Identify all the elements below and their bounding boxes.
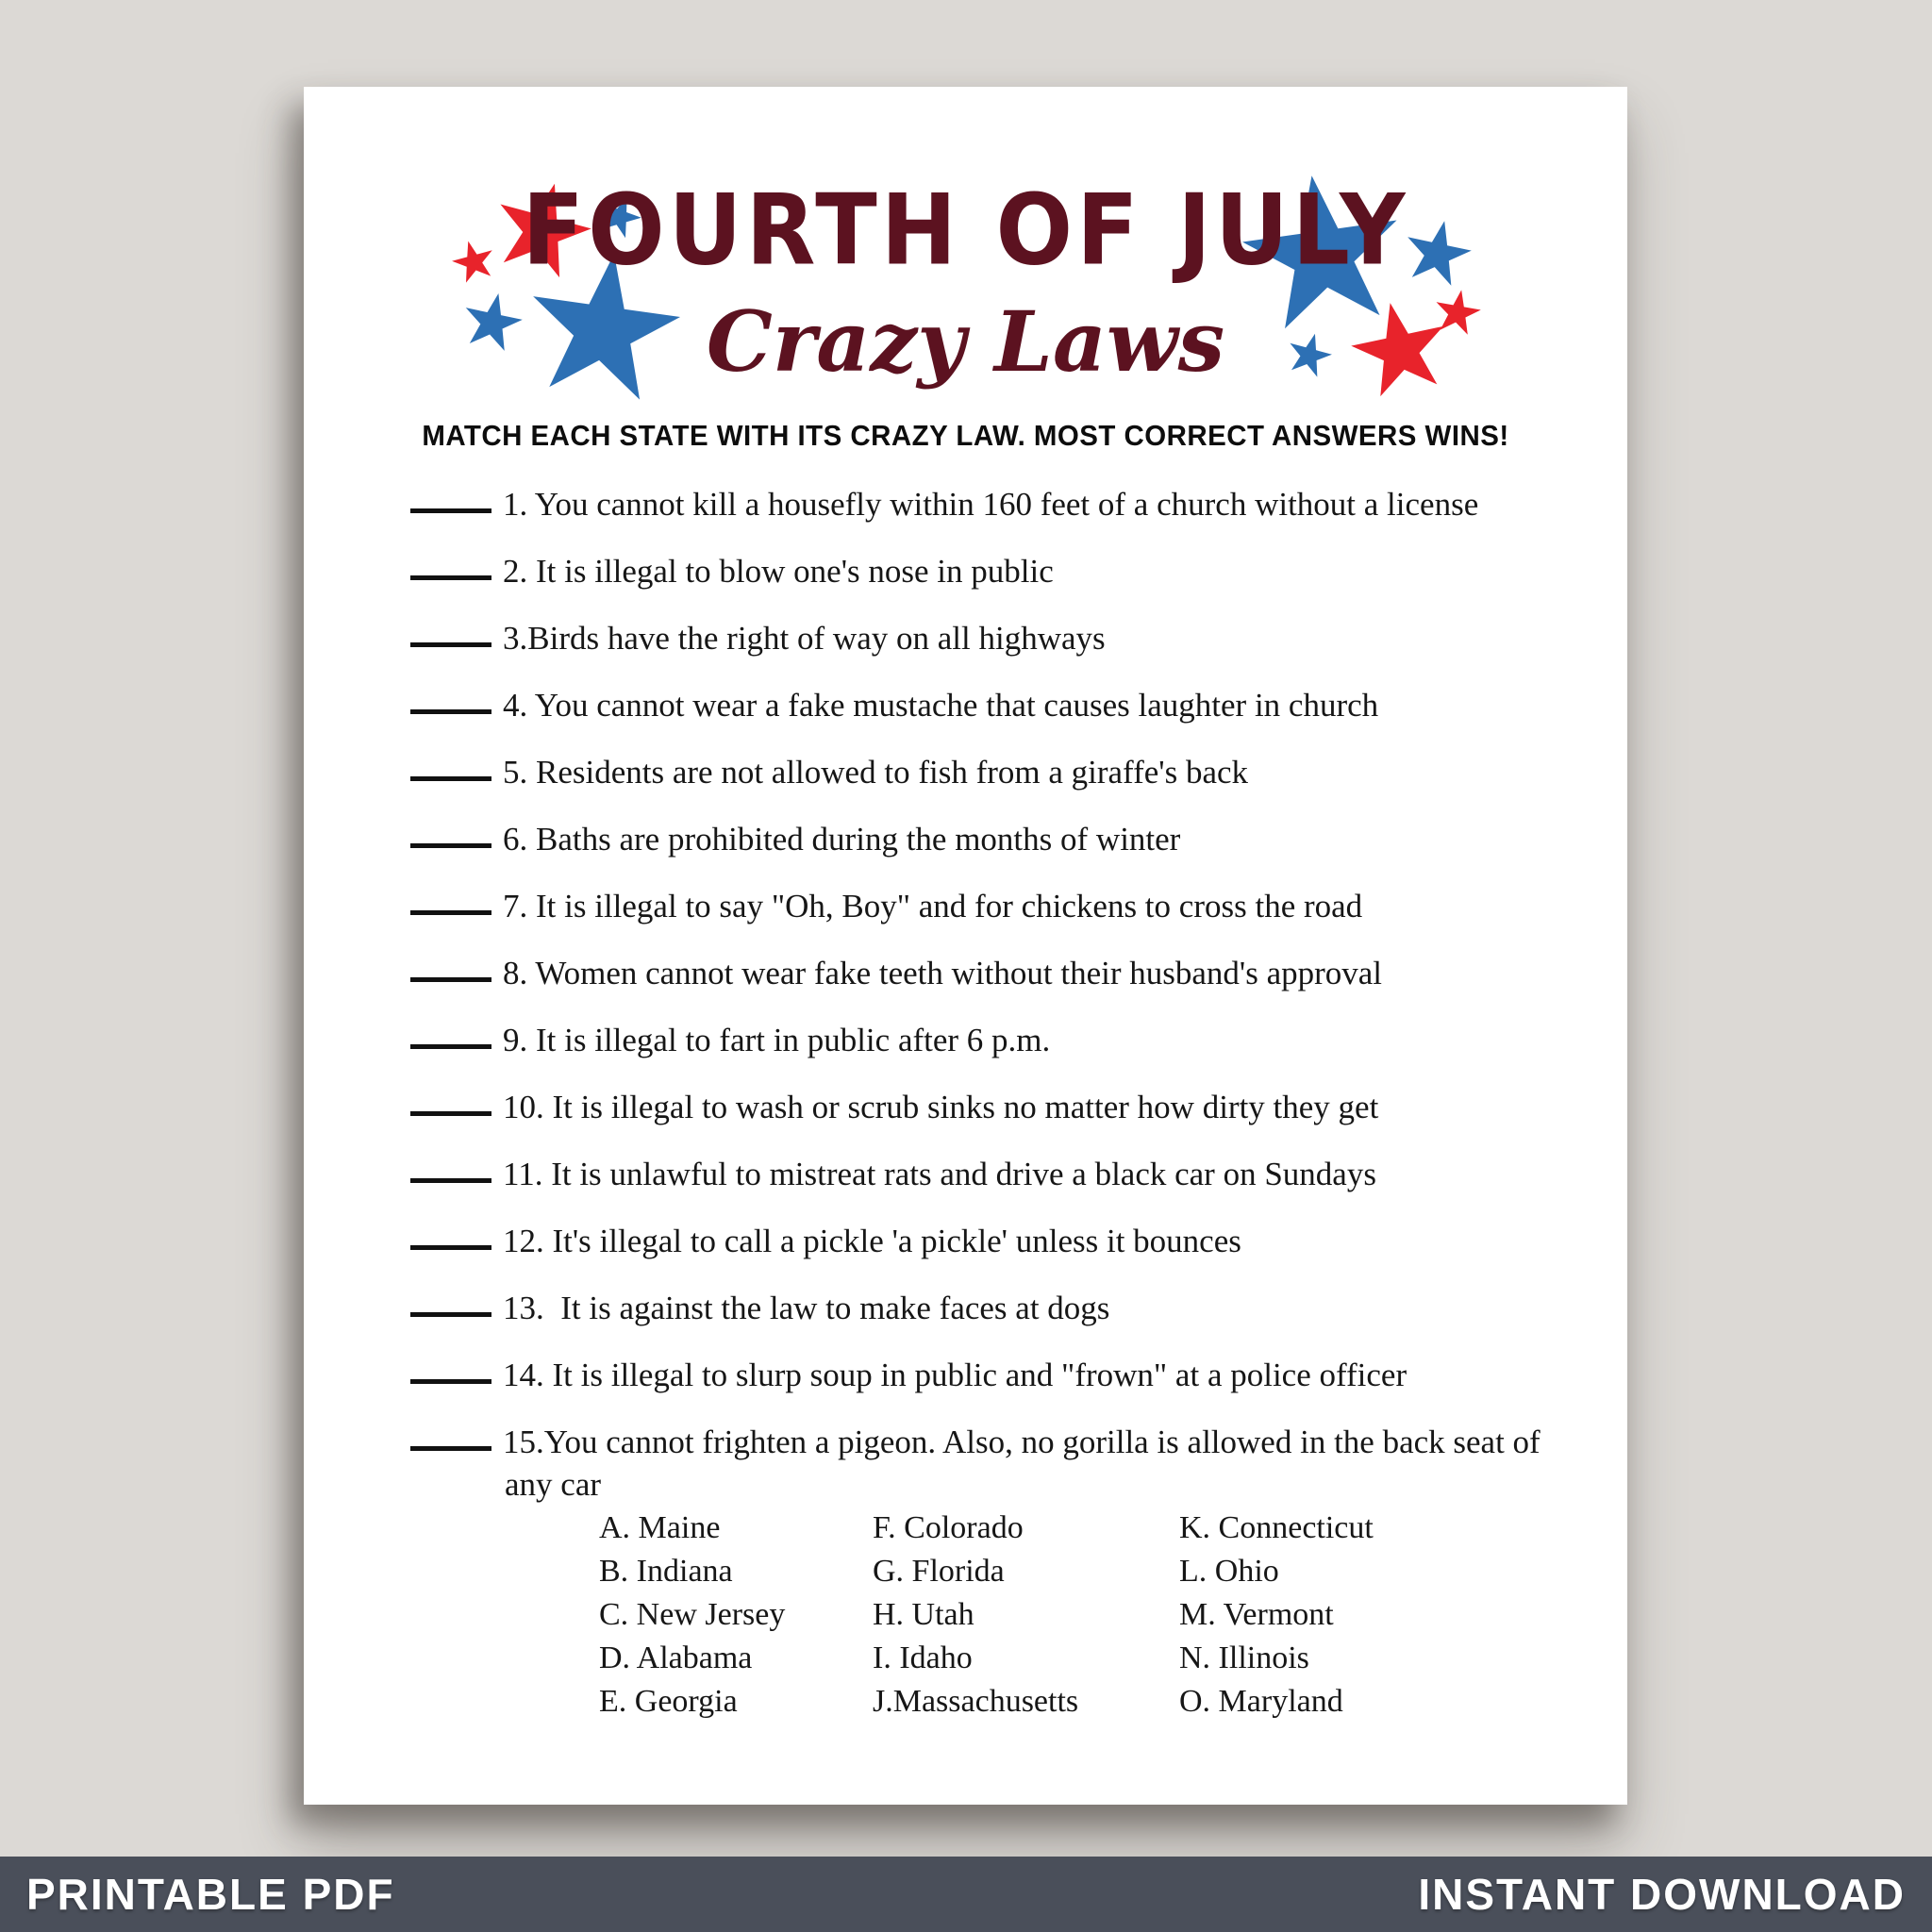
quiz-item-text: 13. It is against the law to make faces at dogs	[503, 1290, 1110, 1326]
printable-pdf-label: PRINTABLE PDF	[26, 1870, 395, 1919]
answer-blank	[410, 1111, 491, 1116]
quiz-item-text: 4. You cannot wear a fake mustache that causes laughter in church	[503, 687, 1379, 724]
state-option: E. Georgia	[599, 1684, 738, 1719]
answer-blank	[410, 1312, 491, 1317]
answer-blank	[410, 977, 491, 982]
worksheet-page	[304, 87, 1627, 1805]
quiz-item	[410, 1220, 1580, 1262]
answer-blank	[410, 575, 491, 580]
answer-key-column	[1179, 1507, 1374, 1724]
quiz-item-text: 11. It is unlawful to mistreat rats and drive a black car on Sundays	[503, 1156, 1376, 1192]
quiz-item	[410, 1354, 1580, 1396]
state-option: H. Utah	[873, 1597, 974, 1632]
instant-download-label: INSTANT DOWNLOAD	[1418, 1870, 1906, 1919]
answer-blank	[410, 910, 491, 915]
state-option: O. Maryland	[1179, 1684, 1343, 1719]
state-option: K. Connecticut	[1179, 1510, 1374, 1545]
quiz-item	[410, 617, 1580, 659]
quiz-item-text: 5. Residents are not allowed to fish from a giraffe's back	[503, 754, 1249, 791]
quiz-item	[410, 1287, 1580, 1329]
quiz-item	[410, 1086, 1580, 1128]
state-answer-key	[599, 1507, 1374, 1724]
state-option: J.Massachusetts	[873, 1684, 1079, 1719]
state-option: I. Idaho	[873, 1641, 973, 1675]
state-option: G. Florida	[873, 1554, 1005, 1589]
quiz-item	[410, 885, 1580, 927]
answer-blank	[410, 776, 491, 781]
answer-blank	[410, 843, 491, 848]
quiz-item-text: 2. It is illegal to blow one's nose in public	[503, 553, 1054, 590]
quiz-item	[410, 550, 1580, 592]
answer-blank	[410, 642, 491, 647]
answer-key-column	[599, 1507, 873, 1724]
answer-key-column	[873, 1507, 1179, 1724]
page-subtitle: Crazy Laws	[706, 292, 1225, 391]
quiz-item	[410, 751, 1580, 793]
answer-blank	[410, 1178, 491, 1183]
state-option: N. Illinois	[1179, 1641, 1309, 1675]
quiz-item-text: 10. It is illegal to wash or scrub sinks no matter how dirty they get	[503, 1089, 1379, 1125]
state-option: D. Alabama	[599, 1641, 753, 1675]
quiz-item-text: 3.Birds have the right of way on all highways	[503, 620, 1106, 657]
quiz-item-text: 12. It's illegal to call a pickle 'a pickle' unless it bounces	[503, 1223, 1241, 1259]
quiz-item	[410, 952, 1580, 994]
state-option: B. Indiana	[599, 1554, 733, 1589]
quiz-item	[410, 1019, 1580, 1061]
quiz-item-text: 9. It is illegal to fart in public after 6 p.m.	[503, 1022, 1051, 1058]
answer-blank	[410, 1446, 491, 1451]
state-option: C. New Jersey	[599, 1597, 786, 1632]
instruction-text: MATCH EACH STATE WITH ITS CRAZY LAW. MOST CORRECT ANSWERS WINS!	[422, 419, 1509, 452]
quiz-item-text: 1. You cannot kill a housefly within 160 feet of a church without a license	[503, 486, 1479, 523]
quiz-item-text: 6. Baths are prohibited during the months of winter	[503, 821, 1181, 858]
state-option: F. Colorado	[873, 1510, 1024, 1545]
quiz-item-text: 14. It is illegal to slurp soup in public and "frown" at a police officer	[503, 1357, 1407, 1393]
quiz-item	[410, 1421, 1580, 1506]
quiz-item-text: 8. Women cannot wear fake teeth without their husband's approval	[503, 955, 1383, 991]
quiz-item	[410, 818, 1580, 860]
quiz-item-text: 7. It is illegal to say "Oh, Boy" and for chickens to cross the road	[503, 888, 1363, 924]
quiz-item-text: 15.You cannot frighten a pigeon. Also, no gorilla is allowed in the back seat of any car	[503, 1424, 1549, 1503]
answer-blank	[410, 1379, 491, 1384]
state-option: L. Ohio	[1179, 1554, 1279, 1589]
answer-blank	[410, 1245, 491, 1250]
state-option: M. Vermont	[1179, 1597, 1334, 1632]
answer-blank	[410, 508, 491, 513]
answer-blank	[410, 709, 491, 714]
quiz-item	[410, 483, 1580, 525]
quiz-list	[410, 483, 1580, 1530]
quiz-item	[410, 1153, 1580, 1195]
quiz-item	[410, 684, 1580, 726]
bottom-banner	[0, 1857, 1932, 1932]
page-title: FOURTH OF JULY	[522, 173, 1409, 288]
answer-blank	[410, 1044, 491, 1049]
state-option: A. Maine	[599, 1510, 721, 1545]
